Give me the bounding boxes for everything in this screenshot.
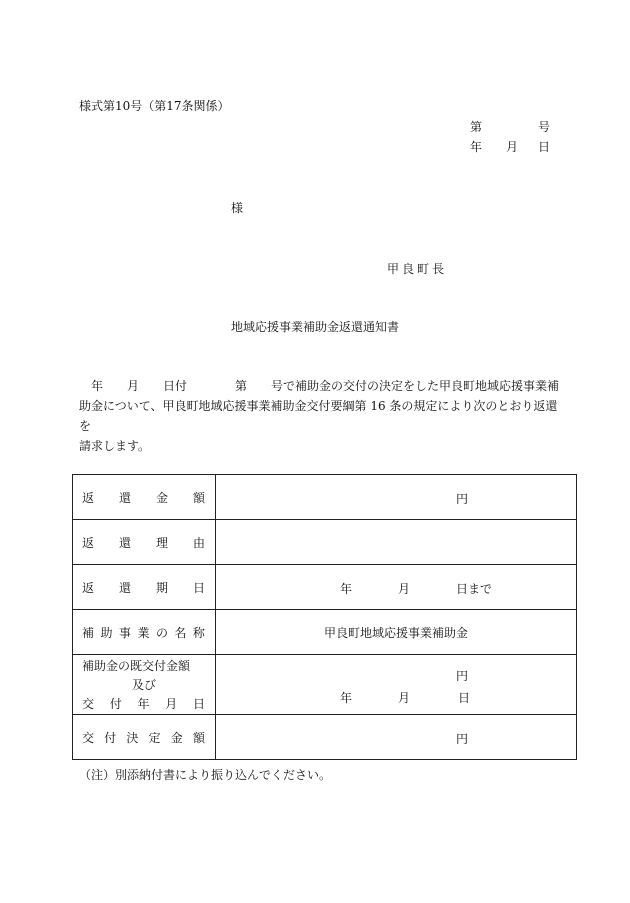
refund-reason-label: 返 還 理 由	[73, 520, 216, 565]
deadline-month: 月	[398, 582, 411, 596]
table-row	[73, 610, 577, 655]
notice-body	[79, 376, 559, 456]
body-line-3: 請求します。	[79, 439, 151, 453]
addressee-honorific: 様	[231, 201, 244, 215]
payment-note: （注）別添納付書により振り込んでください。	[79, 768, 332, 782]
refund-deadline-value	[216, 565, 577, 610]
granted-amount-value	[216, 655, 577, 715]
decided-yen-unit: 円	[456, 732, 469, 746]
table-row	[73, 715, 577, 760]
doc-number-suffix: 号	[537, 120, 550, 134]
table-row	[73, 520, 577, 565]
document-title: 地域応援事業補助金返還通知書	[230, 320, 399, 334]
decided-amount-value	[216, 715, 577, 760]
refund-table	[72, 474, 577, 760]
decided-amount-label: 交 付 決 定 金 額	[73, 715, 216, 760]
date-year: 年	[470, 140, 483, 154]
granted-month: 月	[398, 691, 411, 705]
refund-reason-value	[216, 520, 577, 565]
project-name-value: 甲良町地域応援事業補助金	[216, 610, 577, 655]
table-row	[73, 565, 577, 610]
refund-amount-value	[216, 475, 577, 520]
date-month: 月	[506, 140, 519, 154]
granted-amount-line1: 補助金の既交付金額	[82, 659, 191, 673]
refund-deadline-label: 返 還 期 日	[73, 565, 216, 610]
refund-amount-label: 返 還 金 額	[73, 475, 216, 520]
form-number: 様式第10号（第17条関係）	[79, 99, 230, 113]
yen-unit: 円	[456, 492, 469, 506]
granted-yen-unit: 円	[456, 669, 469, 683]
table-row	[73, 655, 577, 715]
project-name-label: 補 助 事 業 の 名 称	[73, 610, 216, 655]
deadline-until: 日まで	[456, 582, 493, 596]
date-day: 日	[537, 140, 550, 154]
issuer-name: 甲良町長	[387, 262, 448, 276]
body-line-2: 助金について、甲良町地域応援事業補助金交付要綱第 16 条の規定により次のとおり返還を	[79, 399, 558, 433]
granted-year: 年	[340, 691, 353, 705]
deadline-year: 年	[340, 582, 353, 596]
body-line-1: 年 月 日付 第 号で補助金の交付の決定をした甲良町地域応援事業補	[91, 379, 560, 393]
granted-amount-line2: 及び	[131, 678, 156, 692]
granted-amount-label: 補助金の既交付金額 及び 交 付 年 月 日	[73, 655, 216, 715]
doc-number-prefix: 第	[470, 120, 483, 134]
table-row	[73, 475, 577, 520]
granted-day: 日	[458, 691, 471, 705]
